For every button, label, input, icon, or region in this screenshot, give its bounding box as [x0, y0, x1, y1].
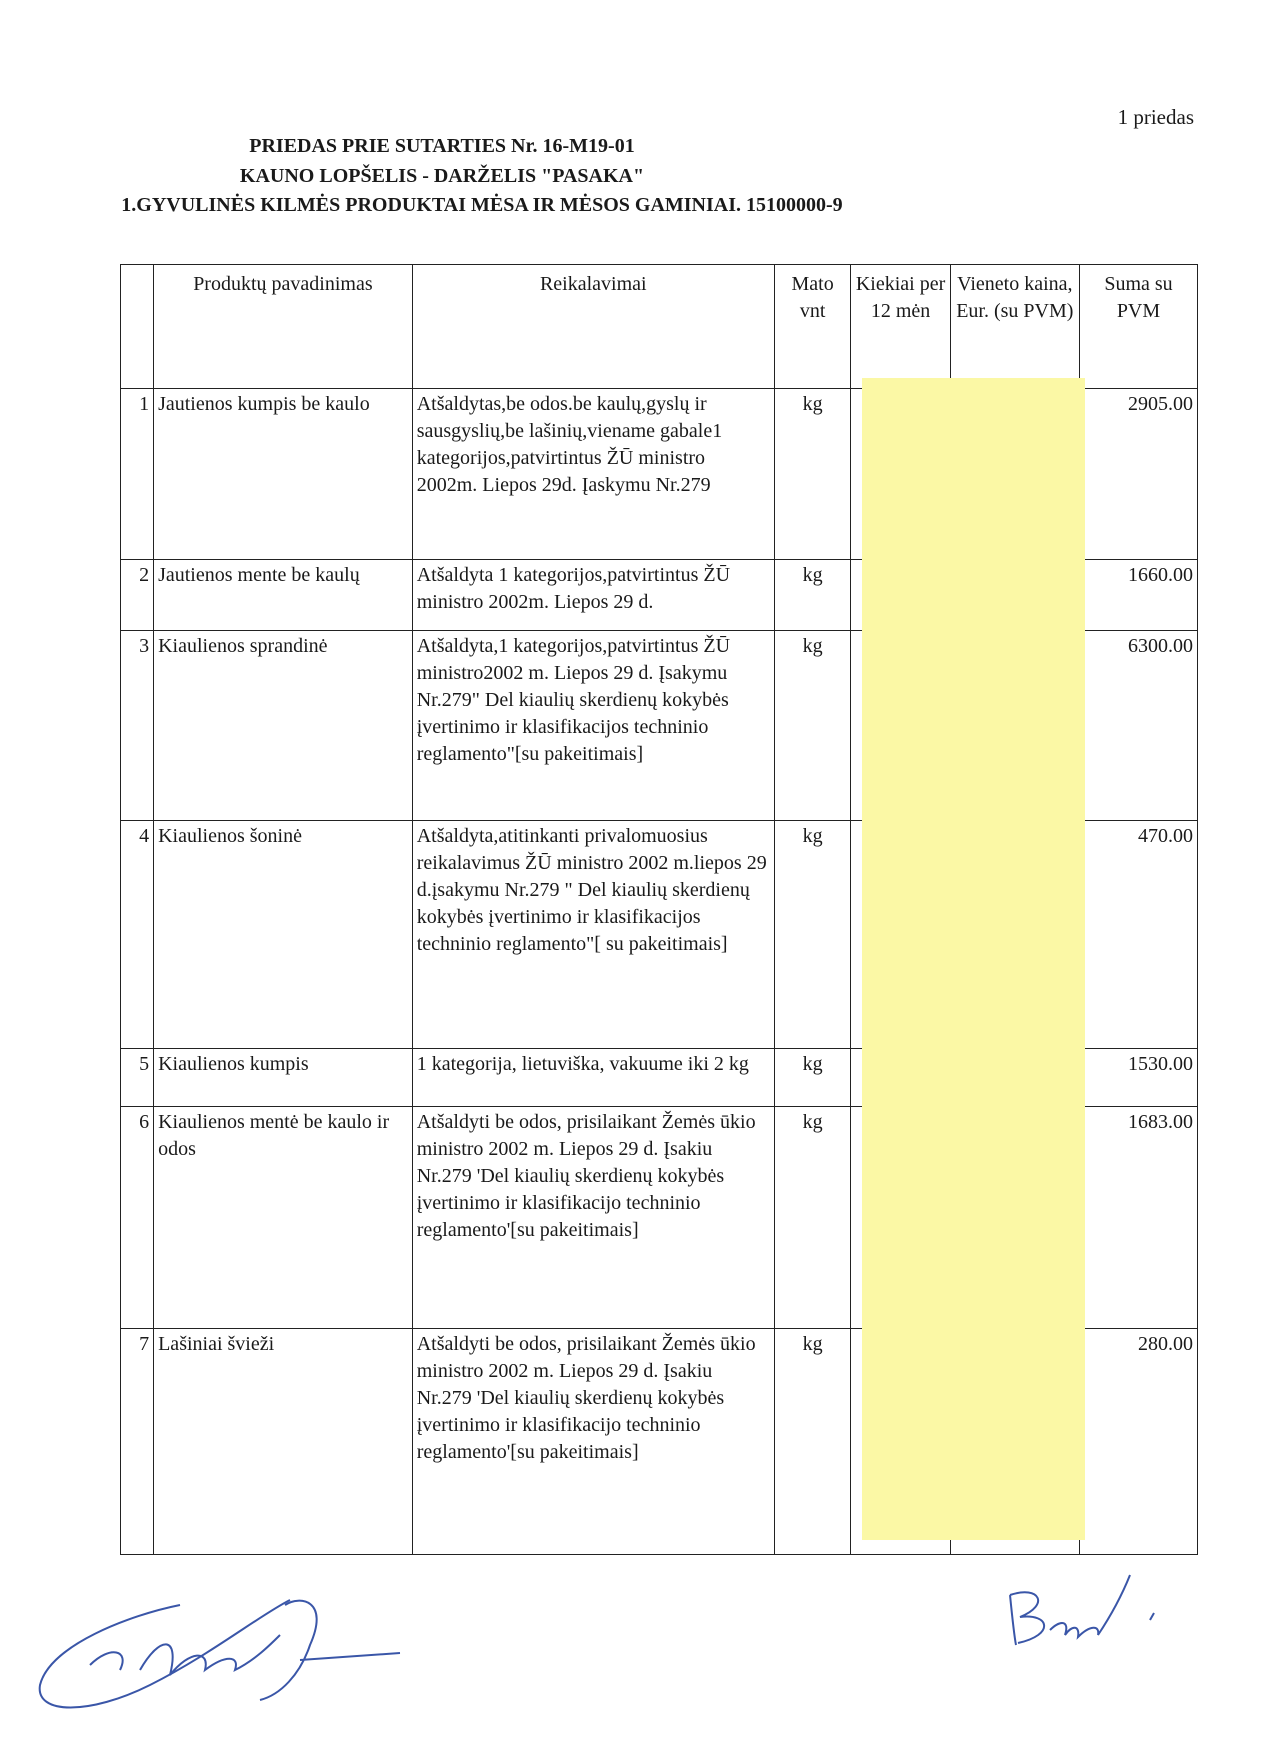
- unit: kg: [774, 1107, 851, 1329]
- unit: kg: [774, 631, 851, 821]
- appendix-label: 1 priedas: [1117, 105, 1194, 129]
- row-number: 6: [121, 1107, 154, 1329]
- product-name: Kiaulienos kumpis: [154, 1049, 413, 1107]
- header-number: [121, 265, 154, 389]
- row-number: 3: [121, 631, 154, 821]
- header-sum: Suma su PVM: [1080, 265, 1198, 389]
- header-unit-price: Vieneto kaina, Eur. (su PVM): [950, 265, 1079, 389]
- sum: 280.00: [1080, 1329, 1198, 1555]
- document-title: PRIEDAS PRIE SUTARTIES Nr. 16-M19-01: [249, 135, 635, 157]
- product-requirements: Atšaldyta,1 kategorijos,patvirtintus ŽŪ ministro2002 m. Liepos 29 d. Įsakymu Nr.279" Del kiaulių skerdienų kokybės įvertinimo ir klasifikacijos techninio reglamento"[su pakeitimais]: [412, 631, 774, 821]
- product-category-title: 1.GYVULINĖS KILMĖS PRODUKTAI MĖSA IR MĖSOS GAMINIAI. 15100000-9: [121, 194, 843, 216]
- row-number: 2: [121, 560, 154, 631]
- unit: kg: [774, 1329, 851, 1555]
- product-requirements: Atšaldyti be odos, prisilaikant Žemės ūkio ministro 2002 m. Liepos 29 d. Įsakiu Nr.279 'Del kiaulių skerdienų kokybės įvertinimo ir klasifikacijo techninio reglamento'[su pakeitimais]: [412, 1107, 774, 1329]
- row-number: 4: [121, 821, 154, 1049]
- product-name: Kiaulienos sprandinė: [154, 631, 413, 821]
- product-requirements: Atšaldytas,be odos.be kaulų,gyslų ir sausgyslių,be lašinių,viename gabale1 kategorijos,patvirtintus ŽŪ ministro 2002m. Liepos 29d. Įaskymu Nr.279: [412, 389, 774, 560]
- product-name: Lašiniai švieži: [154, 1329, 413, 1555]
- product-name: Kiaulienos šoninė: [154, 821, 413, 1049]
- row-number: 7: [121, 1329, 154, 1555]
- unit: kg: [774, 1049, 851, 1107]
- header-product-name: Produktų pavadinimas: [154, 265, 413, 389]
- sum: 1683.00: [1080, 1107, 1198, 1329]
- product-requirements: Atšaldyta 1 kategorijos,patvirtintus ŽŪ ministro 2002m. Liepos 29 d.: [412, 560, 774, 631]
- unit: kg: [774, 821, 851, 1049]
- unit: kg: [774, 560, 851, 631]
- header-requirements: Reikalavimai: [412, 265, 774, 389]
- signature-left: [30, 1575, 410, 1725]
- header-quantity: Kiekiai per 12 mėn: [851, 265, 950, 389]
- redaction-highlight: [862, 378, 1085, 1540]
- institution-name: KAUNO LOPŠELIS - DARŽELIS "PASAKA": [239, 165, 645, 187]
- product-name: Jautienos mente be kaulų: [154, 560, 413, 631]
- product-requirements: Atšaldyti be odos, prisilaikant Žemės ūkio ministro 2002 m. Liepos 29 d. Įsakiu Nr.279 'Del kiaulių skerdienų kokybės įvertinimo ir klasifikacijo techninio reglamento'[su pakeitimais]: [412, 1329, 774, 1555]
- sum: 1660.00: [1080, 560, 1198, 631]
- product-name: Jautienos kumpis be kaulo: [154, 389, 413, 560]
- unit: kg: [774, 389, 851, 560]
- product-name: Kiaulienos mentė be kaulo ir odos: [154, 1107, 413, 1329]
- sum: 6300.00: [1080, 631, 1198, 821]
- sum: 2905.00: [1080, 389, 1198, 560]
- header-unit: Mato vnt: [774, 265, 851, 389]
- row-number: 1: [121, 389, 154, 560]
- product-requirements: 1 kategorija, lietuviška, vakuume iki 2 kg: [412, 1049, 774, 1107]
- sum: 1530.00: [1080, 1049, 1198, 1107]
- product-requirements: Atšaldyta,atitinkanti privalomuosius reikalavimus ŽŪ ministro 2002 m.liepos 29 d.įsakymu Nr.279 " Del kiaulių skerdienų kokybės įvertinimo ir klasifikacijos techninio reglamento"[ su pakeitimais]: [412, 821, 774, 1049]
- signature-right: [1000, 1565, 1180, 1655]
- table-header-row: [121, 265, 1198, 389]
- sum: 470.00: [1080, 821, 1198, 1049]
- row-number: 5: [121, 1049, 154, 1107]
